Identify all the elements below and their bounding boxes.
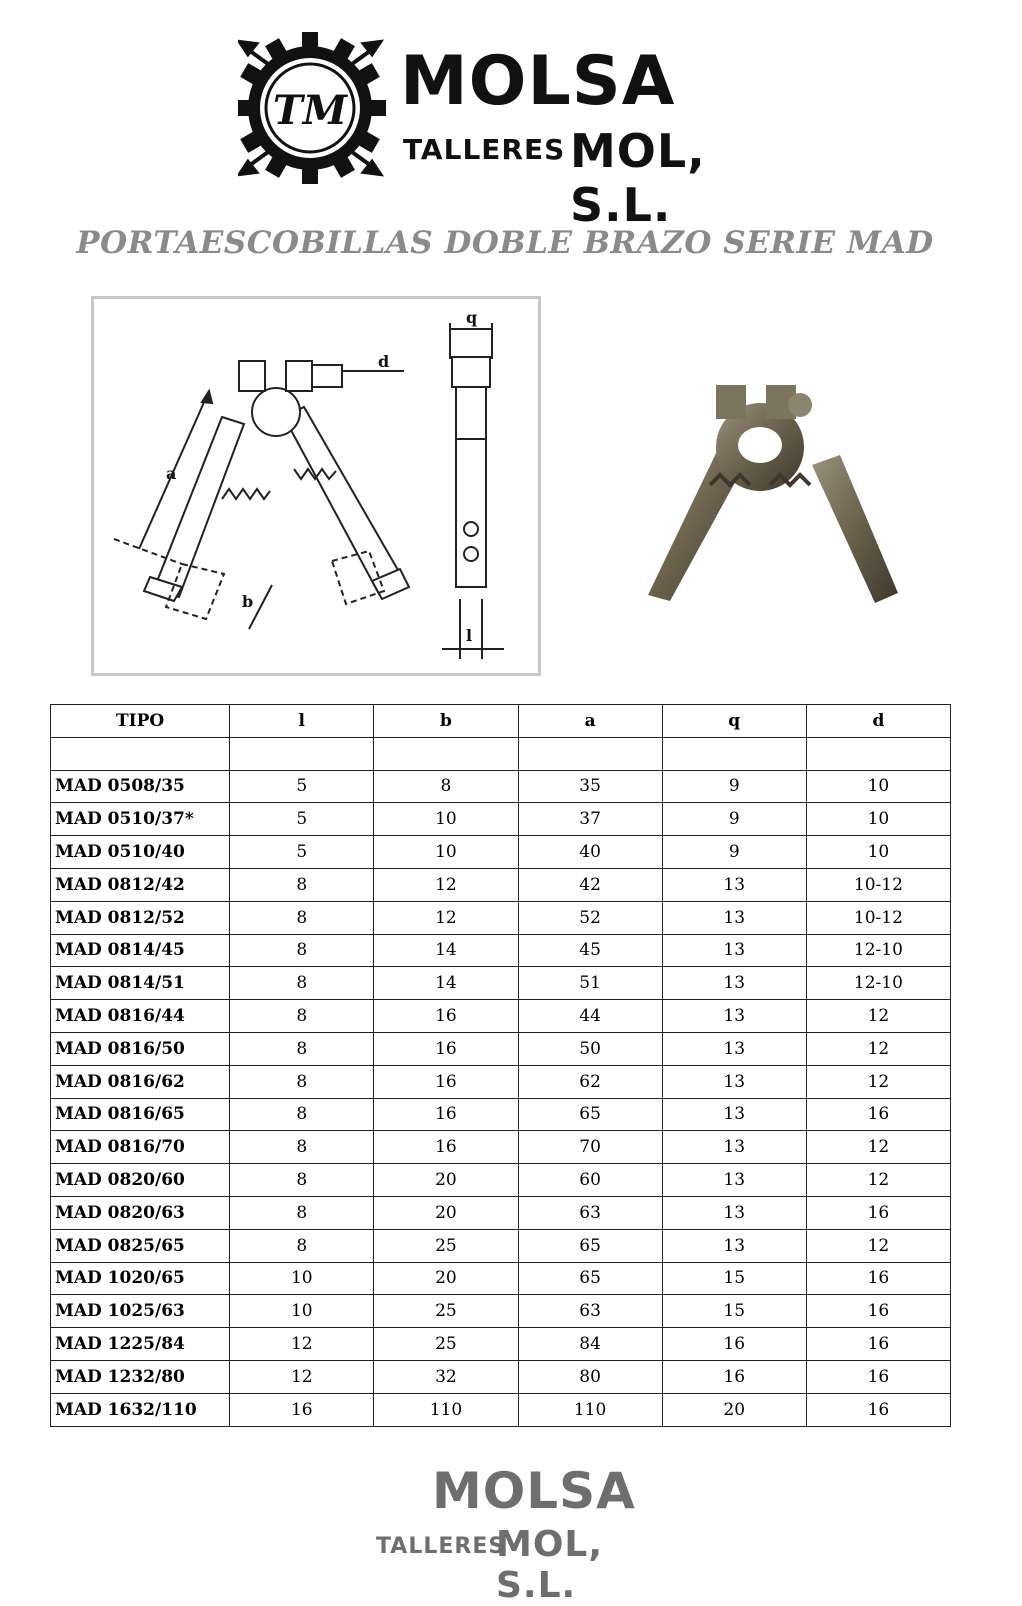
table-cell-b: 8: [374, 770, 518, 803]
table-header-row: [51, 705, 951, 738]
col-header-q: q: [662, 705, 806, 738]
table-cell-b: 10: [374, 836, 518, 869]
footer-logo: [370, 1460, 660, 1606]
footer-brand-name: MOLSA: [432, 1462, 636, 1520]
table-cell-l: 10: [230, 1262, 374, 1295]
table-cell-l: 5: [230, 836, 374, 869]
table-cell-tipo: MAD 0816/50: [51, 1032, 230, 1065]
table-cell-q: 20: [662, 1393, 806, 1426]
table-cell-q: 9: [662, 836, 806, 869]
table-cell-l: 8: [230, 1098, 374, 1131]
table-cell-d: 16: [806, 1328, 950, 1361]
table-cell-b: 20: [374, 1196, 518, 1229]
table-cell-a: 65: [518, 1098, 662, 1131]
table-cell-b: 20: [374, 1262, 518, 1295]
table-row: [51, 1393, 951, 1426]
svg-text:TM: TM: [272, 87, 348, 134]
table-cell-d: 16: [806, 1196, 950, 1229]
table-cell-l: 10: [230, 1295, 374, 1328]
table-cell-d: 16: [806, 1262, 950, 1295]
spec-table: [50, 704, 951, 1427]
table-row: [51, 1032, 951, 1065]
table-cell-q: 13: [662, 1032, 806, 1065]
table-cell-d: 12: [806, 1229, 950, 1262]
table-cell-d: 10: [806, 803, 950, 836]
table-cell-l: 16: [230, 1393, 374, 1426]
table-cell-tipo: MAD 0820/60: [51, 1164, 230, 1197]
table-cell-d: 10-12: [806, 901, 950, 934]
table-cell-a: 65: [518, 1262, 662, 1295]
table-cell-tipo: MAD 1232/80: [51, 1360, 230, 1393]
table-cell-a: 62: [518, 1065, 662, 1098]
table-cell-l: 8: [230, 967, 374, 1000]
product-photo: [640, 375, 910, 615]
table-row: [51, 901, 951, 934]
col-header-b: b: [374, 705, 518, 738]
table-cell-tipo: MAD 1632/110: [51, 1393, 230, 1426]
table-cell-b: 12: [374, 901, 518, 934]
table-cell-a: 44: [518, 1000, 662, 1033]
table-cell-tipo: MAD 0825/65: [51, 1229, 230, 1262]
table-cell-q: 13: [662, 901, 806, 934]
footer-company-name: MOL, S.L.: [496, 1524, 604, 1606]
table-cell-a: 70: [518, 1131, 662, 1164]
table-cell-tipo: MAD 0508/35: [51, 770, 230, 803]
table-cell-q: 16: [662, 1360, 806, 1393]
table-cell-l: 5: [230, 803, 374, 836]
table-cell-b: 16: [374, 1065, 518, 1098]
table-cell-a: 110: [518, 1393, 662, 1426]
table-row: [51, 1360, 951, 1393]
table-cell-d: 12: [806, 1065, 950, 1098]
table-cell-b: 16: [374, 1032, 518, 1065]
technical-drawing: [91, 296, 541, 676]
table-cell-d: 10: [806, 836, 950, 869]
table-cell-tipo: MAD 0816/70: [51, 1131, 230, 1164]
table-cell-tipo: MAD 0814/45: [51, 934, 230, 967]
label-a: a: [166, 464, 177, 483]
table-cell-b: 10: [374, 803, 518, 836]
table-row: [51, 868, 951, 901]
table-cell-tipo: MAD 0816/65: [51, 1098, 230, 1131]
brush-holder-photo: [640, 375, 910, 615]
table-cell-a: 50: [518, 1032, 662, 1065]
table-cell-b: 110: [374, 1393, 518, 1426]
table-cell-b: 25: [374, 1295, 518, 1328]
table-cell-b: 14: [374, 967, 518, 1000]
col-header-d: d: [806, 705, 950, 738]
table-cell-b: 32: [374, 1360, 518, 1393]
col-header-a: a: [518, 705, 662, 738]
table-cell-tipo: MAD 0812/42: [51, 868, 230, 901]
table-cell-tipo: MAD 1225/84: [51, 1328, 230, 1361]
table-cell-d: 12: [806, 1032, 950, 1065]
table-cell-a: 63: [518, 1196, 662, 1229]
table-cell-d: 12: [806, 1131, 950, 1164]
table-cell-a: 35: [518, 770, 662, 803]
table-cell-b: 14: [374, 934, 518, 967]
table-spacer-row: [51, 737, 951, 770]
table-row: [51, 1229, 951, 1262]
table-row: [51, 770, 951, 803]
company-name: MOL, S.L.: [570, 124, 706, 232]
table-cell-tipo: MAD 0816/62: [51, 1065, 230, 1098]
table-cell-q: 13: [662, 934, 806, 967]
table-cell-d: 12: [806, 1164, 950, 1197]
table-cell-l: 8: [230, 1065, 374, 1098]
table-row: [51, 967, 951, 1000]
label-d: d: [378, 352, 390, 371]
table-cell-q: 15: [662, 1262, 806, 1295]
table-cell-l: 5: [230, 770, 374, 803]
table-cell-l: 8: [230, 1000, 374, 1033]
table-cell-l: 8: [230, 868, 374, 901]
table-cell-l: 8: [230, 1229, 374, 1262]
table-cell-b: 25: [374, 1229, 518, 1262]
table-cell-a: 84: [518, 1328, 662, 1361]
table-row: [51, 934, 951, 967]
table-cell-d: 12-10: [806, 934, 950, 967]
table-cell-a: 60: [518, 1164, 662, 1197]
label-q: q: [466, 308, 478, 327]
table-cell-a: 63: [518, 1295, 662, 1328]
header-logo: [238, 28, 798, 232]
table-cell-b: 12: [374, 868, 518, 901]
table-cell-tipo: MAD 0510/40: [51, 836, 230, 869]
table-cell-q: 13: [662, 868, 806, 901]
table-cell-a: 42: [518, 868, 662, 901]
table-cell-l: 8: [230, 1131, 374, 1164]
table-cell-b: 16: [374, 1098, 518, 1131]
table-cell-a: 65: [518, 1229, 662, 1262]
table-row: [51, 1131, 951, 1164]
table-cell-a: 45: [518, 934, 662, 967]
table-row: [51, 836, 951, 869]
table-cell-a: 40: [518, 836, 662, 869]
label-l: l: [466, 626, 473, 645]
table-cell-tipo: MAD 1025/63: [51, 1295, 230, 1328]
table-cell-q: 13: [662, 1196, 806, 1229]
table-cell-q: 16: [662, 1328, 806, 1361]
table-cell-tipo: MAD 0820/63: [51, 1196, 230, 1229]
table-row: [51, 803, 951, 836]
table-cell-a: 37: [518, 803, 662, 836]
table-cell-q: 13: [662, 1000, 806, 1033]
table-cell-l: 8: [230, 934, 374, 967]
table-cell-tipo: MAD 0812/52: [51, 901, 230, 934]
table-cell-d: 16: [806, 1098, 950, 1131]
table-cell-b: 16: [374, 1131, 518, 1164]
table-cell-d: 10: [806, 770, 950, 803]
table-cell-l: 12: [230, 1360, 374, 1393]
table-cell-a: 51: [518, 967, 662, 1000]
table-cell-l: 8: [230, 1196, 374, 1229]
table-cell-q: 13: [662, 1065, 806, 1098]
table-row: [51, 1262, 951, 1295]
table-cell-b: 25: [374, 1328, 518, 1361]
table-cell-q: 9: [662, 803, 806, 836]
table-cell-q: 9: [662, 770, 806, 803]
col-header-l: l: [230, 705, 374, 738]
table-row: [51, 1164, 951, 1197]
table-row: [51, 1295, 951, 1328]
table-row: [51, 1328, 951, 1361]
table-cell-q: 13: [662, 1131, 806, 1164]
table-row: [51, 1065, 951, 1098]
table-cell-d: 16: [806, 1295, 950, 1328]
table-cell-b: 16: [374, 1000, 518, 1033]
table-cell-b: 20: [374, 1164, 518, 1197]
brand-name: MOLSA: [400, 42, 676, 121]
brush-holder-diagram: [94, 299, 538, 673]
table-cell-q: 13: [662, 1098, 806, 1131]
label-b: b: [242, 592, 254, 611]
gear-logo-icon: [238, 28, 388, 188]
company-prefix: TALLERES: [403, 133, 566, 166]
table-cell-d: 16: [806, 1393, 950, 1426]
table-cell-l: 8: [230, 1032, 374, 1065]
table-row: [51, 1098, 951, 1131]
footer-company-prefix: TALLERES: [376, 1534, 506, 1559]
table-cell-tipo: MAD 0816/44: [51, 1000, 230, 1033]
table-cell-q: 13: [662, 1164, 806, 1197]
page-title: PORTAESCOBILLAS DOBLE BRAZO SERIE MAD: [76, 225, 934, 261]
table-cell-l: 8: [230, 901, 374, 934]
table-cell-a: 80: [518, 1360, 662, 1393]
table-cell-q: 15: [662, 1295, 806, 1328]
table-cell-tipo: MAD 1020/65: [51, 1262, 230, 1295]
table-cell-q: 13: [662, 967, 806, 1000]
table-cell-tipo: MAD 0814/51: [51, 967, 230, 1000]
table-cell-d: 12-10: [806, 967, 950, 1000]
table-cell-d: 10-12: [806, 868, 950, 901]
table-row: [51, 1196, 951, 1229]
table-cell-d: 16: [806, 1360, 950, 1393]
table-cell-q: 13: [662, 1229, 806, 1262]
table-cell-a: 52: [518, 901, 662, 934]
col-header-tipo: TIPO: [51, 705, 230, 738]
table-cell-l: 12: [230, 1328, 374, 1361]
table-body: [51, 737, 951, 1426]
table-cell-tipo: MAD 0510/37*: [51, 803, 230, 836]
table-cell-d: 12: [806, 1000, 950, 1033]
table-row: [51, 1000, 951, 1033]
table-cell-l: 8: [230, 1164, 374, 1197]
